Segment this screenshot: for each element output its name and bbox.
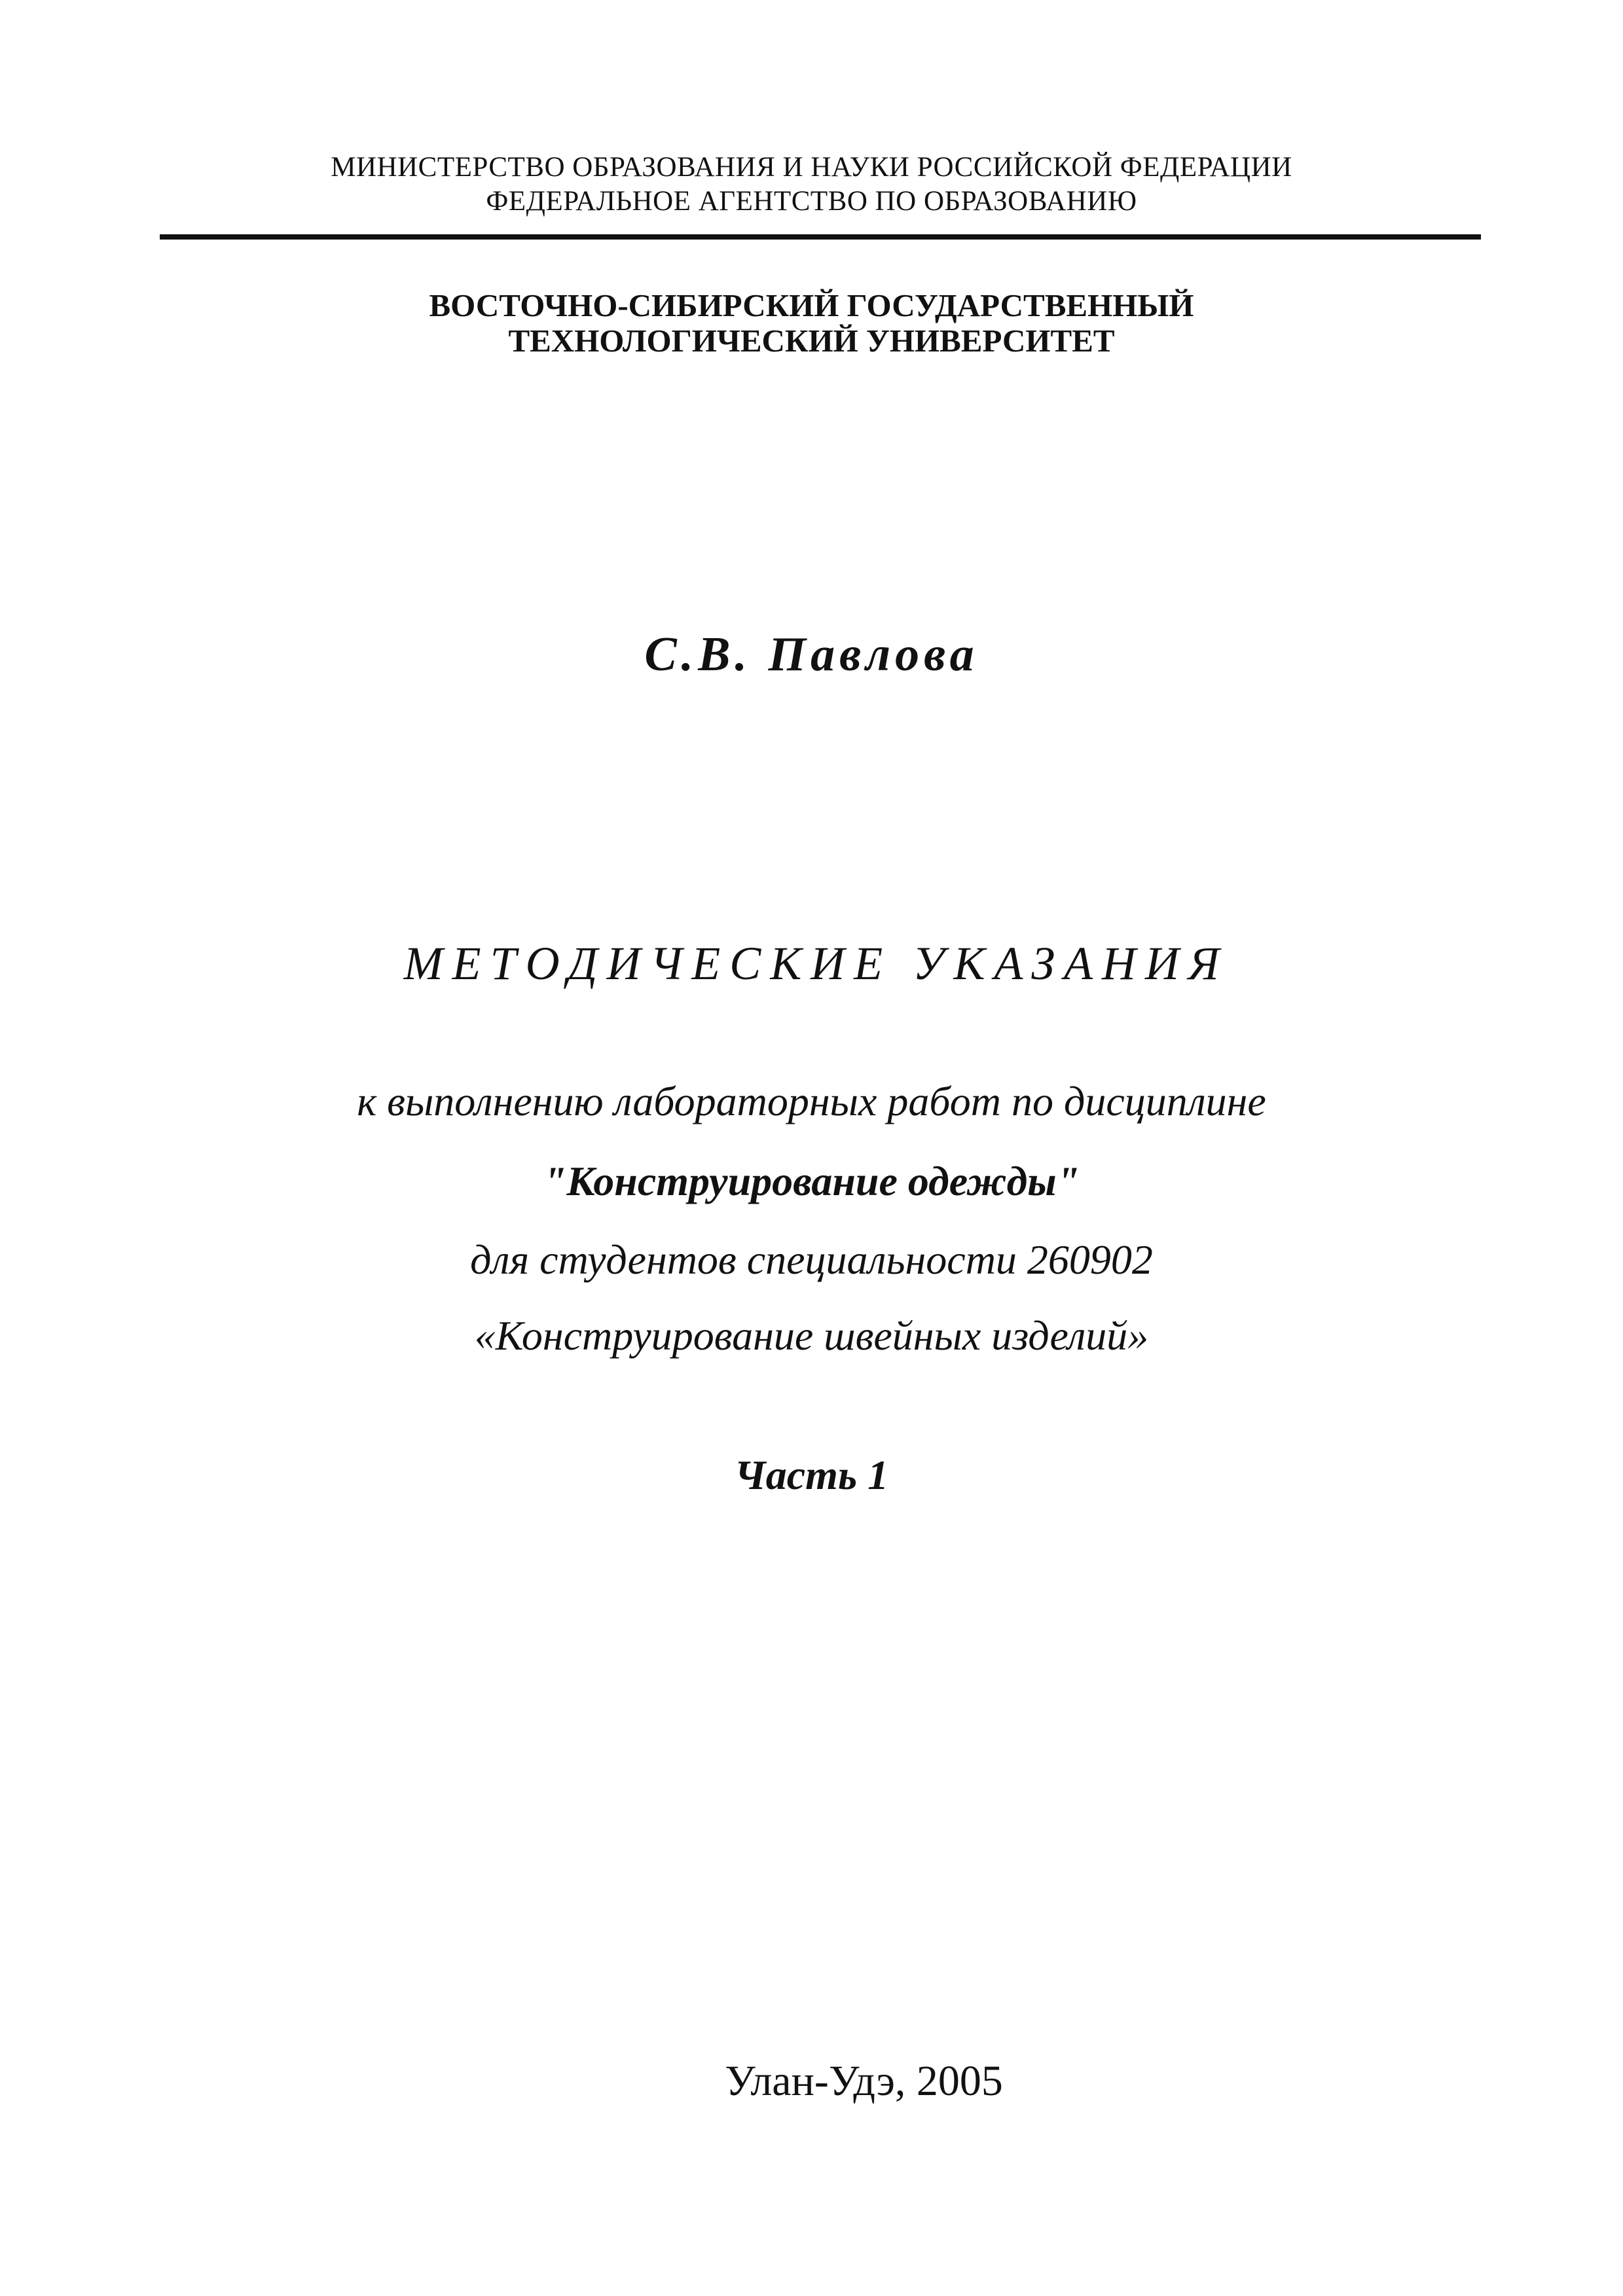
university-name-line-2: ТЕХНОЛОГИЧЕСКИЙ УНИВЕРСИТЕТ <box>508 323 1115 359</box>
subtitle-specialty: «Конструирование швейных изделий» <box>474 1312 1149 1359</box>
subtitle-audience: для студентов специальности 260902 <box>470 1236 1153 1283</box>
document-title: МЕТОДИЧЕСКИЕ УКАЗАНИЯ <box>403 937 1229 990</box>
author-name: С.В. Павлова <box>644 628 979 681</box>
subtitle-purpose: к выполнению лабораторных работ по дисциплине <box>357 1078 1266 1124</box>
university-name-line-1: ВОСТОЧНО-СИБИРСКИЙ ГОСУДАРСТВЕННЫЙ <box>429 287 1194 323</box>
subtitle-discipline: "Конструирование одежды" <box>543 1158 1080 1204</box>
ministry-name: МИНИСТЕРСТВО ОБРАЗОВАНИЯ И НАУКИ РОССИЙСКОЙ ФЕДЕРАЦИИ <box>331 152 1292 183</box>
part-number: Часть 1 <box>734 1452 889 1498</box>
header-divider <box>160 234 1481 240</box>
agency-name: ФЕДЕРАЛЬНОЕ АГЕНТСТВО ПО ОБРАЗОВАНИЮ <box>486 186 1137 217</box>
publication-place-year: Улан-Удэ, 2005 <box>725 2057 1003 2105</box>
